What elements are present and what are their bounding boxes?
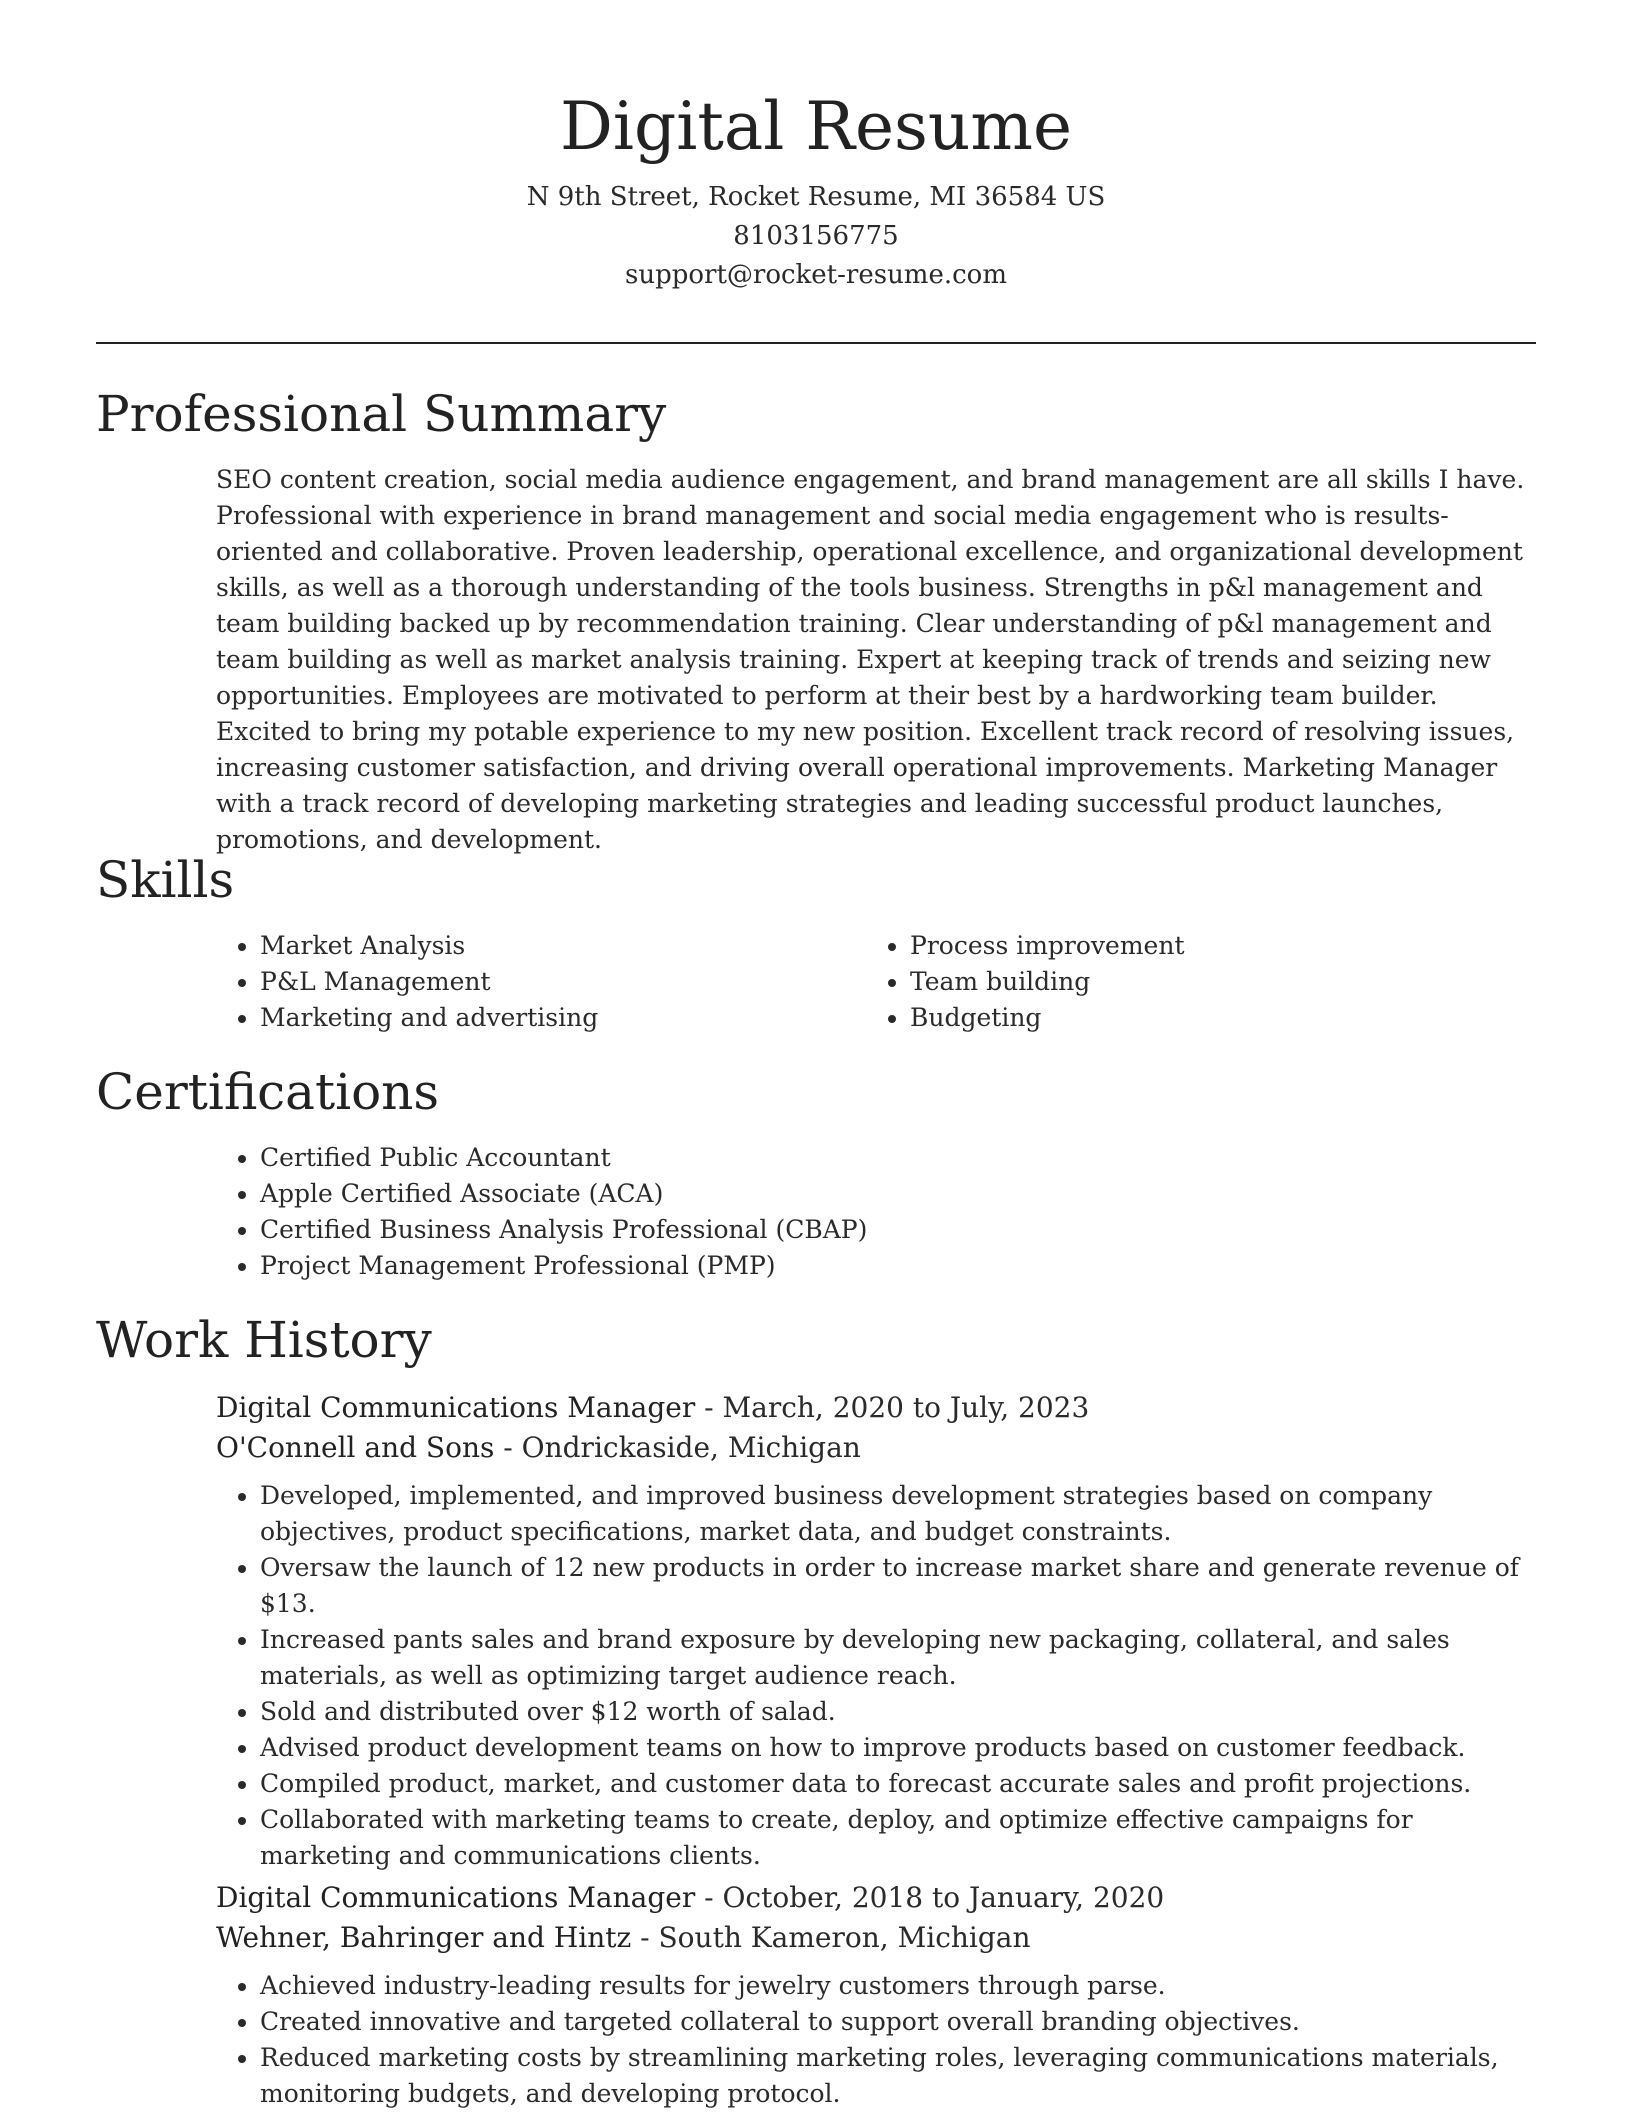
resume-name: Digital Resume [559,88,1073,165]
contact-address: N 9th Street, Rocket Resume, MI 36584 US [526,182,1106,212]
skill-item: • P&L Management [260,964,816,1000]
job-bullet: • Reduced marketing costs by streamlining marketing roles, leveraging communications materials, monitoring budgets, and developing protocol. [260,2040,1536,2112]
certifications-list [216,1140,1536,1284]
job-company-line [216,1918,1536,1958]
job-company-line [216,1428,1536,1468]
job-separator: - [695,1391,723,1424]
skills-list-right [866,928,1466,1036]
skills-heading: Skills [96,851,235,909]
certification-item: • Project Management Professional (PMP) [260,1248,1536,1284]
job-company: O'Connell and Sons [216,1431,495,1464]
header-divider [96,342,1536,344]
skill-item: • Process improvement [910,928,1466,964]
job-entry [216,1388,1536,1874]
resume-header [0,0,1632,295]
job-entry [216,1878,1536,2112]
certification-item: • Apple Certified Associate (ACA) [260,1176,1536,1212]
summary-heading: Professional Summary [96,385,667,443]
job-title: Digital Communications Manager [216,1881,696,1914]
contact-block [0,178,1632,295]
skills-column-left [216,928,816,1036]
skill-item: • Marketing and advertising [260,1000,816,1036]
job-bullet: • Achieved industry-leading results for jewelry customers through parse. [260,1968,1536,2004]
summary-text: SEO content creation, social media audience engagement, and brand management are all skills I have. Professional with experience in brand management and social media engagement who is results-oriented and collaborative. Proven leadership, operational excellence, and organizational development skills, as well as a thorough understanding of the tools business. Strengths in p&l management and team building backed up by recommendation training. Clear understanding of p&l management and team building as well as market analysis training. Expert at keeping track of trends and seizing new opportunities. Employees are motivated to perform at their best by a hardworking team builder. Excited to bring my potable experience to my new position. Excellent track record of resolving issues, increasing customer satisfaction, and driving overall operational improvements. Marketing Manager with a track record of developing marketing strategies and leading successful product launches, promotions, and development. [216,465,1525,854]
certification-item: • Certified Public Accountant [260,1140,1536,1176]
certifications-block [216,1140,1536,1284]
contact-phone: 8103156775 [733,221,899,251]
job-bullet: • Advised product development teams on how to improve products based on customer feedback. [260,1730,1536,1766]
job-bullets [216,1968,1536,2112]
job-separator: - [494,1431,522,1464]
job-dates: October, 2018 to January, 2020 [722,1881,1165,1914]
job-title-line [216,1878,1536,1918]
job-bullet: • Collaborated with marketing teams to create, deploy, and optimize effective campaigns for marketing and communications clients. [260,1802,1536,1874]
job-separator: - [631,1921,659,1954]
job-bullet: • Created innovative and targeted collateral to support overall branding objectives. [260,2004,1536,2040]
job-company: Wehner, Bahringer and Hintz [216,1921,632,1954]
certification-item: • Certified Business Analysis Professional (CBAP) [260,1212,1536,1248]
contact-email: support@rocket-resume.com [624,260,1007,290]
skill-item: • Team building [910,964,1466,1000]
job-separator: - [695,1881,723,1914]
skill-item: • Market Analysis [260,928,816,964]
job-bullet-list [216,1968,1536,2112]
job-bullet: • Increased pants sales and brand exposure by developing new packaging, collateral, and sales materials, as well as optimizing target audience reach. [260,1622,1536,1694]
skills-list-left [216,928,816,1036]
job-bullet: • Oversaw the launch of 12 new products in order to increase market share and generate revenue of $13. [260,1550,1536,1622]
job-location: Ondrickaside, Michigan [521,1431,861,1464]
job-bullet: • Compiled product, market, and customer data to forecast accurate sales and profit projections. [260,1766,1536,1802]
certifications-heading: Certifications [96,1063,440,1121]
job-bullet-list [216,1478,1536,1874]
job-bullets [216,1478,1536,1874]
job-bullet: • Developed, implemented, and improved business development strategies based on company objectives, product specifications, market data, and budget constraints. [260,1478,1536,1550]
job-dates: March, 2020 to July, 2023 [722,1391,1090,1424]
skills-column-right [866,928,1466,1036]
job-location: South Kameron, Michigan [658,1921,1031,1954]
skill-item: • Budgeting [910,1000,1466,1036]
job-title-line [216,1388,1536,1428]
job-title: Digital Communications Manager [216,1391,696,1424]
work-history-heading: Work History [96,1311,432,1369]
job-bullet: • Sold and distributed over $12 worth of salad. [260,1694,1536,1730]
